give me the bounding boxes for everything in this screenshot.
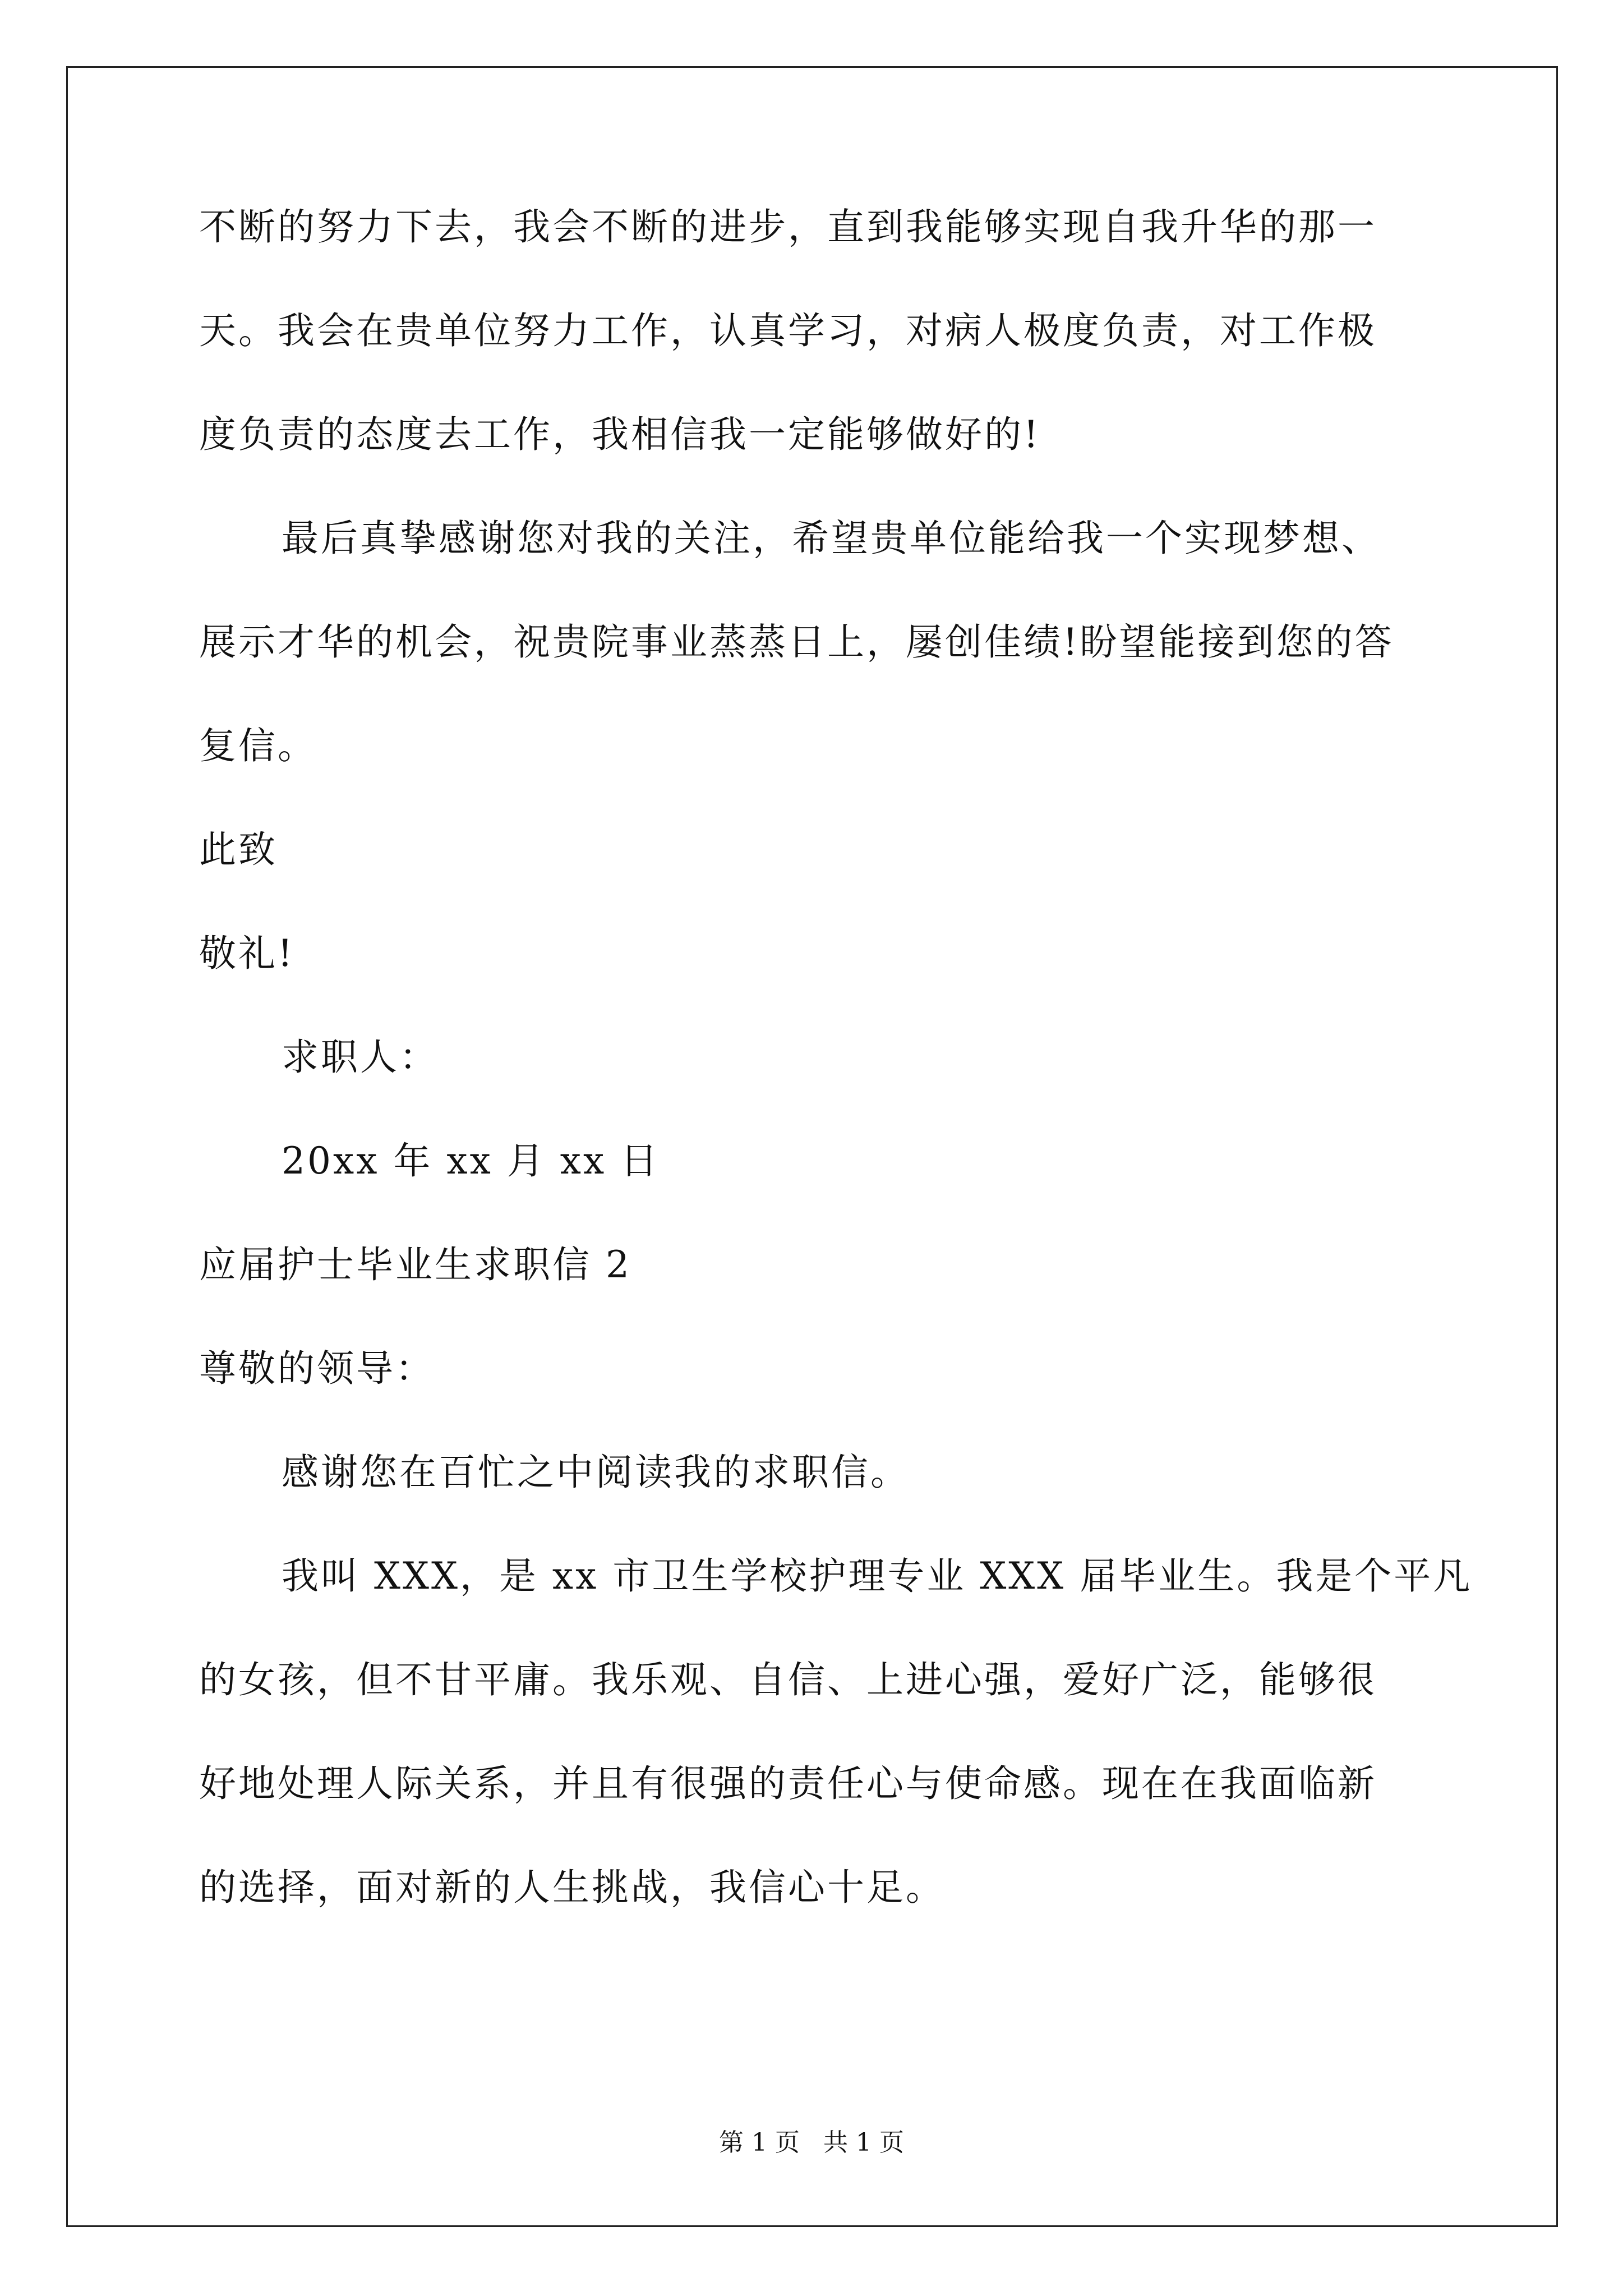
text-line: 不断的努力下去，我会不断的进步，直到我能够实现自我升华的那一 <box>199 205 1377 249</box>
greeting: 尊敬的领导： <box>199 1347 435 1390</box>
text-line: 好地处理人际关系，并且有很强的责任心与使命感。现在在我面临新 <box>199 1762 1377 1805</box>
text-line: 展示才华的机会，祝贵院事业蒸蒸日上，屡创佳绩!盼望能接到您的答 <box>199 620 1394 664</box>
text-line: 天。我会在贵单位努力工作，认真学习，对病人极度负责，对工作极 <box>199 309 1377 352</box>
date-line: 20xx 年 xx 月 xx 日 <box>282 1139 660 1182</box>
paragraph-start: 最后真挚感谢您对我的关注，希望贵单位能给我一个实现梦想、 <box>282 517 1381 560</box>
text-line: 复信。 <box>199 724 317 767</box>
salutation-closing: 敬礼! <box>199 932 295 975</box>
text-line: 的选择，面对新的人生挑战，我信心十足。 <box>199 1866 945 1909</box>
page-footer: 第 1 页 共 1 页 <box>719 2128 904 2157</box>
paragraph-start: 我叫 XXX，是 xx 市卫生学校护理专业 XXX 届毕业生。我是个平凡 <box>282 1554 1473 1598</box>
text-line: 度负责的态度去工作，我相信我一定能够做好的! <box>199 413 1041 456</box>
paragraph-start: 感谢您在百忙之中阅读我的求职信。 <box>282 1451 910 1494</box>
applicant-label: 求职人： <box>282 1036 439 1079</box>
section-title: 应届护士毕业生求职信 2 <box>199 1243 631 1286</box>
text-line: 的女孩，但不甘平庸。我乐观、自信、上进心强，爱好广泛，能够很 <box>199 1658 1377 1701</box>
closing-phrase: 此致 <box>199 828 278 871</box>
